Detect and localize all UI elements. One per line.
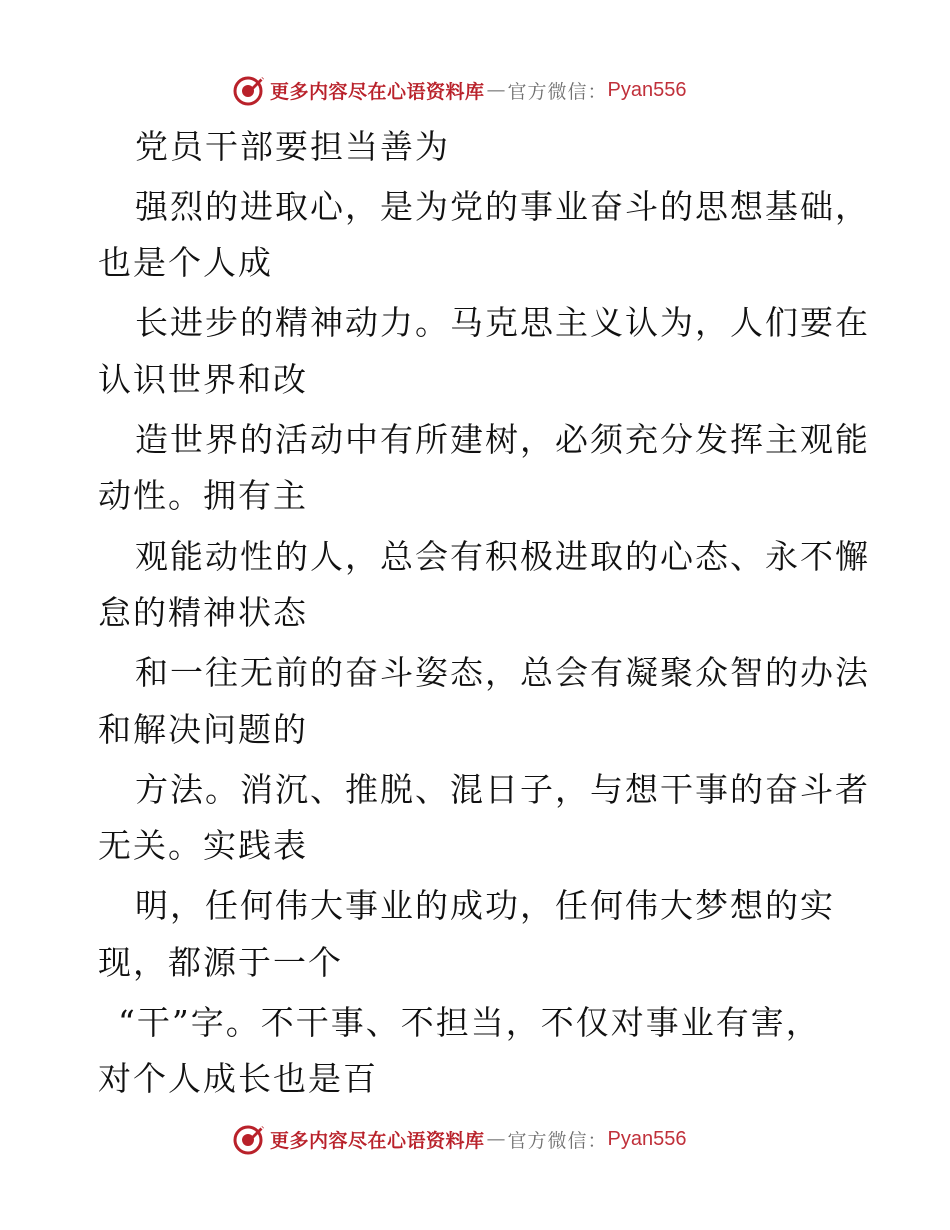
footer-watermark — [232, 1122, 687, 1156]
header-label: 官方微信： — [507, 80, 608, 103]
footer-wechat-id: Pyan556 — [607, 1127, 687, 1150]
header-watermark — [232, 73, 687, 107]
header-brand-text: 更多内容尽在心语资料库 — [270, 80, 485, 103]
text-line: 和解决问题的 — [98, 710, 308, 749]
text-line: 明，任何伟大事业的成功，任何伟大梦想的实 — [135, 886, 835, 925]
text-line: 现，都源于一个 — [98, 943, 343, 982]
text-line: “干”字。不干事、不担当，不仅对事业有害， — [118, 1003, 821, 1042]
footer-dash: — — [486, 1128, 506, 1150]
paragraph-title: 党员干部要担当善为 — [135, 127, 450, 166]
text-line: 长进步的精神动力。马克思主义认为，人们要在 — [135, 303, 870, 342]
text-line: 无关。实践表 — [98, 826, 308, 865]
text-line: 造世界的活动中有所建树，必须充分发挥主观能 — [135, 420, 870, 459]
text-line: 动性。拥有主 — [98, 476, 308, 515]
footer-label: 官方微信： — [507, 1129, 608, 1152]
pen-logo-icon — [232, 73, 266, 107]
pen-logo-icon — [232, 1122, 266, 1156]
text-line: 怠的精神状态 — [98, 593, 308, 632]
text-line: 认识世界和改 — [98, 360, 308, 399]
text-line: 观能动性的人，总会有积极进取的心态、永不懈 — [135, 537, 870, 576]
text-line: 也是个人成 — [98, 243, 273, 282]
header-wechat-id: Pyan556 — [607, 78, 687, 101]
text-line: 方法。消沉、推脱、混日子，与想干事的奋斗者 — [135, 770, 870, 809]
footer-brand-text: 更多内容尽在心语资料库 — [270, 1129, 485, 1152]
text-line: 强烈的进取心，是为党的事业奋斗的思想基础， — [135, 187, 870, 226]
header-dash: — — [486, 79, 506, 101]
text-line: 和一往无前的奋斗姿态，总会有凝聚众智的办法 — [135, 653, 870, 692]
text-line: 对个人成长也是百 — [98, 1059, 378, 1098]
